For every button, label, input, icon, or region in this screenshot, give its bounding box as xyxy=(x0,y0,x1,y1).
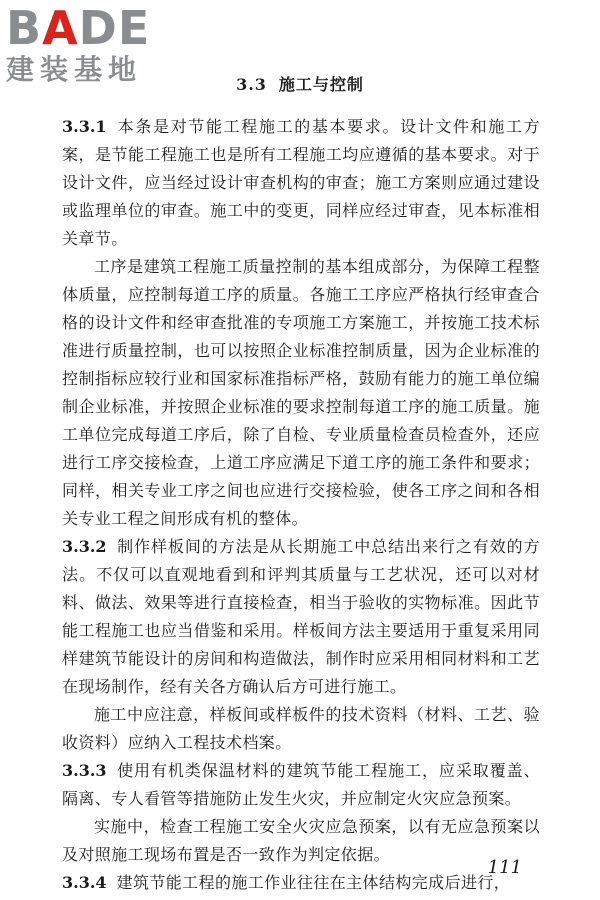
paragraph xyxy=(62,253,540,533)
clause-number: 3.3.2 xyxy=(62,537,107,556)
paragraph-text: 施工中应注意，样板间或样板件的技术资料（材料、工艺、验收资料）应纳入工程技术档案。 xyxy=(62,705,540,752)
clause-number: 3.3.1 xyxy=(62,117,107,136)
paragraph-text: 建筑节能工程的施工作业往往在主体结构完成后进行， xyxy=(116,873,511,892)
clause-number: 3.3.4 xyxy=(62,873,107,892)
paragraph xyxy=(62,533,540,701)
paragraph xyxy=(62,869,540,897)
paragraph-text: 工序是建筑工程施工质量控制的基本组成部分，为保障工程整体质量，应控制每道工序的质量。各施工工序应严格执行经审查合格的设计文件和经审查批准的专项施工方案施工，并按施工技术标准进行质量控制，也可以按照企业标准控制质量，因为企业标准的控制指标应较行业和国家标准指标严格，鼓励有能力的施工单位编制企业标准，并按照企业标准的要求控制每道工序的施工质量。施工单位完成每道工序后，除了自检、专业质量检查员检查外，还应进行工序交接检查，上道工序应满足下道工序的施工条件和要求；同样，相关专业工序之间也应进行交接检验，使各工序之间和各相关专业工程之间形成有机的整体。 xyxy=(62,257,540,528)
paragraph xyxy=(62,813,540,869)
paragraph-text: 使用有机类保温材料的建筑节能工程施工，应采取覆盖、隔离、专人看管等措施防止发生火灾，并应制定火灾应急预案。 xyxy=(62,761,540,808)
logo-wordmark: BADE xyxy=(6,1,151,55)
paragraph-text: 本条是对节能工程施工的基本要求。设计文件和施工方案，是节能工程施工也是所有工程施工均应遵循的基本要求。对于设计文件，应当经过设计审查机构的审查；施工方案则应通过建设或监理单位的审查。施工中的变更，同样应经过审查，见本标准相关章节。 xyxy=(62,117,540,248)
section-number: 3.3 xyxy=(236,75,267,94)
paragraph-text: 实施中，检查工程施工安全火灾应急预案，以有无应急预案以及对照施工现场布置是否一致作为判定依据。 xyxy=(62,817,540,864)
section-heading xyxy=(0,72,600,95)
page-number: 111 xyxy=(487,857,522,878)
section-title-text: 施工与控制 xyxy=(278,75,364,94)
paragraph xyxy=(62,757,540,813)
paragraph xyxy=(62,701,540,757)
body-text xyxy=(62,113,540,897)
paragraph xyxy=(62,113,540,253)
clause-number: 3.3.3 xyxy=(62,761,107,780)
paragraph-text: 制作样板间的方法是从长期施工中总结出来行之有效的方法。不仅可以直观地看到和评判其质量与工艺状况，还可以对材料、做法、效果等进行直接检查，相当于验收的实物标准。因此节能工程施工也应当借鉴和采用。样板间方法主要适用于重复采用同样建筑节能设计的房间和构造做法，制作时应采用相同材料和工艺在现场制作，经有关各方确认后方可进行施工。 xyxy=(62,537,540,696)
logo-subtitle: 建装基地 xyxy=(6,53,143,86)
